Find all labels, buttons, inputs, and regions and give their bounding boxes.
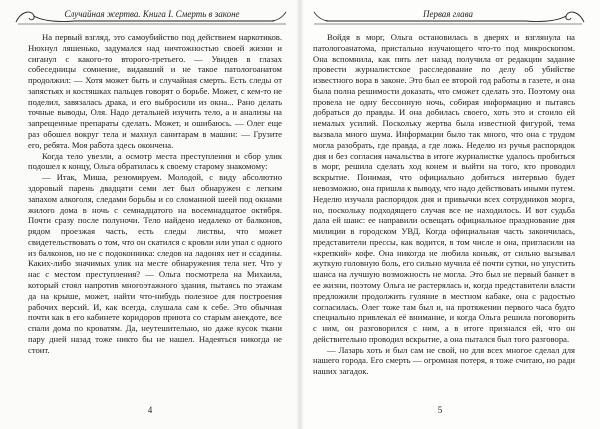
running-header: Случайная жертва. Книга I. Смерть в законе <box>64 9 240 19</box>
right-page <box>300 0 600 429</box>
paragraph: — Лазарь хоть и был сам не свой, но для всех многое сделал для нашего города. Его смерть — огромная потеря, я тоже считаю, но ради наших загадок. <box>313 344 575 377</box>
paragraph: Когда тело увезли, а осмотр места преступления и сбор улик подошел к концу, Ольга обратилась к своему старому знакомому: <box>28 150 282 172</box>
paragraph: На первый взгляд, это самоубийство под действием наркотиков. Нюхнул ляшенько, задумался над ничтожностью своей жизни и сиганул с какого-то второго-третьего. — Увидев в глазах собеседницы сомнение, видавший и не такое патологоанатом продолжил: — Хотя может быть и случайная смерть. Есть следы от запястьях и костяшках пальцев говорят о борьбе. Может, с кем-то не поделил, завязалась драка, и его выбросили из окна... Рано делать точные выводы, Оля. Надо детальней изучить тело, а и анализы на запрещенные препараты сделать. Может, и ошибаюсь. — Олег еще раз обошел вокруг тела и махнул санитарам в машин: — Грузите его, ребята. Моя работа здесь окончена. <box>28 32 282 150</box>
paragraph: Войдя в морг, Ольга остановилась в дверях и взглянула на патологоанатома, пристально изучающего что-то под микроскопом. Она вспомнила, как пять лет назад получила от редакции задание провести журналистское расследование по делу об убийстве известного вора в законе. Это был ее второй год работы в газете, и она была полна решимости доказать, что сможет сделать это. Поэтому она провела не одну бессонную ночь, собирая информацию и пытаясь добраться до правды. И она добилась своего, хоть это и стоило ей немалых усилий. Поскольку жертва была известной фигурой, тема вызвала много шума. Информации было так много, что она с трудом могла разобрать, где правда, а где ложь. Неделю из ручья распорядок дня и без согласия начальства в итоге журналистке удалось пробиться в морг, решила сделать ход конем и выйти на того, кто проводил вскрытие. Понимая, что официально добиться интервью будет невозможно, она пришла к выводу, что надо действовать иными путем. Неделю изучала распорядок дня и привычки всех сотрудников морга, но, поскольку подходящего случая все не находилось. И вот судьба дала ей шанс: ее направили освещать официальное празднование дня милиции в городском УВД. Когда официальная часть закончилась, представители прессы, как водится, в том числе и она, пригласили на «крепкий» кофе. Она никогда не любила коньяк, от сильно вызывал жуткую головную боль, его сильно мучила её почти сутки, но упустить шанса на лучшую возможность не могла. Это был не первый банкет в ее жизни, поэтому Ольга не растерялась и, когда представители власти предложили продолжить гуляние в местном кабаке, она с радостью согласилась. Олег тоже там был и, на протяжении первого часа будто специально привлекал её внимание, и когда Ольга решила поговорить с ним, он разговорился с ним, а в итоге признался ей, что он действительно проводил вскрытие, а она пытался был того разговора. <box>313 32 575 344</box>
page-number: 5 <box>437 405 443 415</box>
paragraph: — Итак, Миша, резюмируем. Молодой, с виду абсолютно здоровый парень двадцати семи лет был обнаружен с легким запахом алкоголя, следами борьбы и со сломанной шеей под окнами жилого дома в ночь с семнадцатого на восемнадцатое октября. Почти сразу после полуночи. Тело найдено недалеко от балконов, рядом проезжая часть, есть следы листвы, что может свидетельствовать о том, что он скатился с кровли или упал с одного из балконов, но не с подоконника: следов на ладонях нет и ссадины. Каких-либо значимых улик на месте обнаружения тела нет. Что у нас с местом преступления? — Ольга посмотрела на Михаила, который стоял напротив многоэтажного здания, пытаясь по этажам да на крыше, может, найти что-нибудь полезное для построения рабочих версий. И, как всегда, слушала сам к себе. Это обычная почти как в его кабинете коридоров приюта со старым анекдоте, все спали дома по кроватям. Да, неутешительно, но даже кусок ткани пару дней назад тоже никто бы не нашел. Надеяться никогда не стоит. <box>28 172 282 355</box>
right-page-body <box>313 32 575 377</box>
left-page-header <box>14 6 290 26</box>
left-page-body <box>28 32 282 355</box>
running-header: Первая глава <box>422 9 474 19</box>
page-number: 4 <box>147 405 153 415</box>
book-gutter <box>296 0 304 429</box>
right-page-header <box>310 6 586 26</box>
